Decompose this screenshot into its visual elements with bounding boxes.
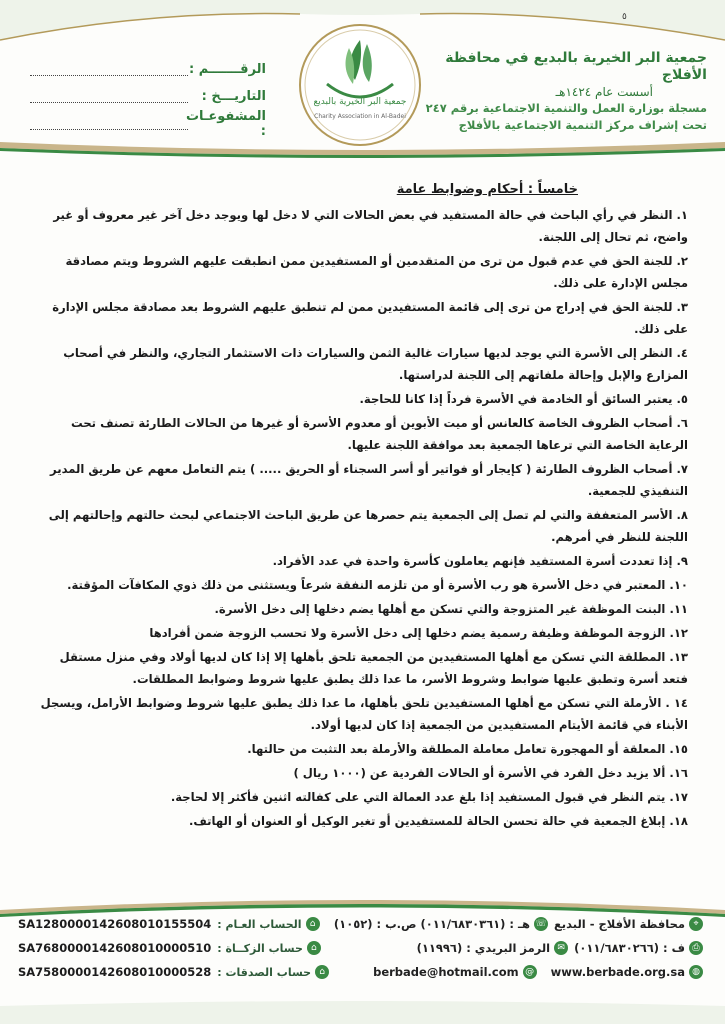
account-row-sadaqat [18,962,329,982]
field-date [26,83,266,110]
rule-item: ١١. البنت الموظفة غير المتزوجة والتي تسكن مع أهلها يضم دخلها إلى دخل الأسرة. [214,602,688,616]
org-name: جمعية البر الخيرية بالبديع في محافظة الأفلاج [445,50,707,83]
field-label: المشفوعـات : [185,108,266,139]
field-input-line [30,63,188,76]
fax-icon: ⎙ [689,941,703,955]
footer-contact [0,914,725,994]
letterhead [0,0,725,160]
field-label: التاريـــخ : [201,89,266,104]
rule-item: ٣. للجنة الحق في إدراج من ترى إلى قائمة المستفيدين ممن لم تنطبق عليهم الشروط بعد مصادقة مجلس الإدارة على ذلك. [52,300,688,336]
founded-year: أسست عام ١٤٢٤هـ [555,85,653,99]
logo-english-text: Charity Association in Al-Badei [314,113,406,120]
footer-bottom-wave [0,996,725,1024]
footer-fax-row [417,938,703,958]
rule-item: ٨. الأسر المتعففة والتي لم تصل إلى الجمعية يتم حصرها عن طريق الباحث الاجتماعي لبحث حالتهم وإحالتهم إلى اللجنة للنظر في أمرهم. [48,508,688,544]
account-row-zakat [18,938,321,958]
rule-item: ١٧. يتم النظر في قبول المستفيد إذا بلغ عدد العمالة التي على كفالته اثنين فأكثر إلا لحاجة. [170,790,688,804]
location-pin-icon: ⌖ [689,917,703,931]
account-label: حساب الزكــاة : [217,941,303,955]
footer-location-row [334,914,703,934]
footer-location: محافظة الأفلاج - البديع [553,917,685,931]
rule-item: ١٠. المعتبر في دخل الأسرة هو رب الأسرة أو من تلزمه النفقة شرعاً ويستثنى من ذلك ذوي المكافآت المؤقتة. [67,578,688,592]
rule-item: ١. النظر في رأي الباحث في حالة المستفيد في بعض الحالات التي لا دخل لها ويوجد دخل آخر غير معروف أو غير واضح، ثم تحال إلى اللجنة. [53,208,688,244]
rule-item: ١٥. المعلقة أو المهجورة تعامل معاملة المطلقة والأرملة بعد التثبت من حالتها. [247,742,688,756]
phone-icon: ☏ [535,919,547,929]
association-logo [297,22,423,148]
bank-icon: ⌂ [307,941,321,955]
header-divider-stripe [0,140,725,160]
email-icon: @ [523,965,537,979]
account-number: SA7580000142608010000528 [18,965,212,979]
field-label: الرقـــــــم : [189,62,266,77]
rule-item: ٧. أصحاب الظروف الطارئة ( كإيجار أو فواتير أو أسر السجناء أو الحريق ..... ) يتم التعامل معهم عن طريق المدير التنفيذي للجمعية. [50,462,688,498]
organization-info [407,50,707,134]
field-input-line [30,117,188,130]
footer-postal: الرمز البريدي : (١١٩٩٦) [416,941,551,955]
footer-web-row [373,962,703,982]
reference-fields [26,56,266,137]
footer-fax: ف : (٠١١/٦٨٣٠٢٦٦) [574,941,685,955]
footer-phone: هـ : (٠١١/٦٨٣٠٣٦١) ص.ب : (١٠٥٢) [333,917,530,931]
account-label: حساب الصدقات : [217,965,312,979]
page-mark: ٥ [622,12,627,22]
account-number: SA7680000142608010000510 [18,941,212,955]
rule-item: ١٦. ألا يزيد دخل الفرد في الأسرة أو الحالات الفردية عن (١٠٠٠ ريال ) [293,766,688,780]
mailbox-icon: ✉ [554,941,568,955]
field-number [26,56,266,83]
footer-website[interactable]: www.berbade.org.sa [550,965,685,979]
rule-item: ٦. أصحاب الظروف الخاصة كالعانس أو ميت الأبوين أو معدوم الأسرة أو غيرها من الحالات الطارئة تصنف تحت الرعاية الخاصة التي ترعاها الجمعية بعد موافقة اللجنة عليها. [71,416,688,452]
rules-section [38,180,688,834]
globe-icon: ◍ [689,965,703,979]
registration-text: مسجلة بوزارة العمل والتنمية الاجتماعية برقم ٢٤٧ [425,101,707,115]
rule-item: ٩. إذا تعددت أسرة المستفيد فإنهم يعاملون كأسرة واحدة في عدد الأفراد. [272,554,688,568]
rule-item: ٥. يعتبر السائق أو الخادمة في الأسرة فرداً إذا كانا للحاجة. [359,392,688,406]
rule-item: ١٢. الزوجة الموظفة وظيفة رسمية يضم دخلها إلى دخل الأسرة ولا تحسب الزوجة ضمن أفرادها [149,626,688,640]
bank-icon: ⌂ [306,917,320,931]
footer-email[interactable]: berbade@hotmail.com [373,965,519,979]
section-title: خامساً : أحكام وضوابط عامة [396,182,578,197]
field-attachments [26,110,266,137]
account-row-general [18,914,320,934]
logo-arabic-text: جمعية البر الخيرية بالبديع [313,97,407,107]
bank-icon: ⌂ [315,965,329,979]
rule-item: ٤. النظر إلى الأسرة التي يوجد لديها سيارات غالية الثمن والسيارات ذات الاستثمار التجاري، والنظر في أصحاب المزارع والإبل وإحالة ملفاتهم إلى اللجنة لدراستها. [63,346,688,382]
rule-item: ٢. للجنة الحق في عدم قبول من ترى من المتقدمين أو المستفيدين ممن انطبقت عليهم الشروط ويتم مصادقة مجلس الإدارة على ذلك. [65,254,688,290]
account-label: الحساب العـام : [217,917,302,931]
field-input-line [30,90,188,103]
account-number: SA1280000142608010155504 [18,917,212,931]
rule-item: ١٤ . الأرملة التي تسكن مع أهلها المستفيدين تلحق بأهلها، ما عدا ذلك يطبق عليها شروط وضوابط الأرامل، ويسجل الأبناء في قائمة الأيتام المستفيدين من الجمعية إذا كان لديها أولاد. [40,696,688,732]
rule-item: ١٣. المطلقة التي تسكن مع أهلها المستفيدين من الجمعية تلحق بأهلها إلا إذا كان لديها أولاد وفي منزل مستقل فتعد أسرة وتطبق عليها ضوابط وشروط الأسر، ما عدا ذلك يطبق عليها شروط وضوابط المطلقات. [59,650,688,686]
supervision-text: تحت إشراف مركز التنمية الاجتماعية بالأفلاج [458,118,707,132]
rule-item: ١٨. إبلاغ الجمعية في حالة تحسن الحالة للمستفيدين أو تغير الوكيل أو العنوان أو الهاتف. [188,814,688,828]
